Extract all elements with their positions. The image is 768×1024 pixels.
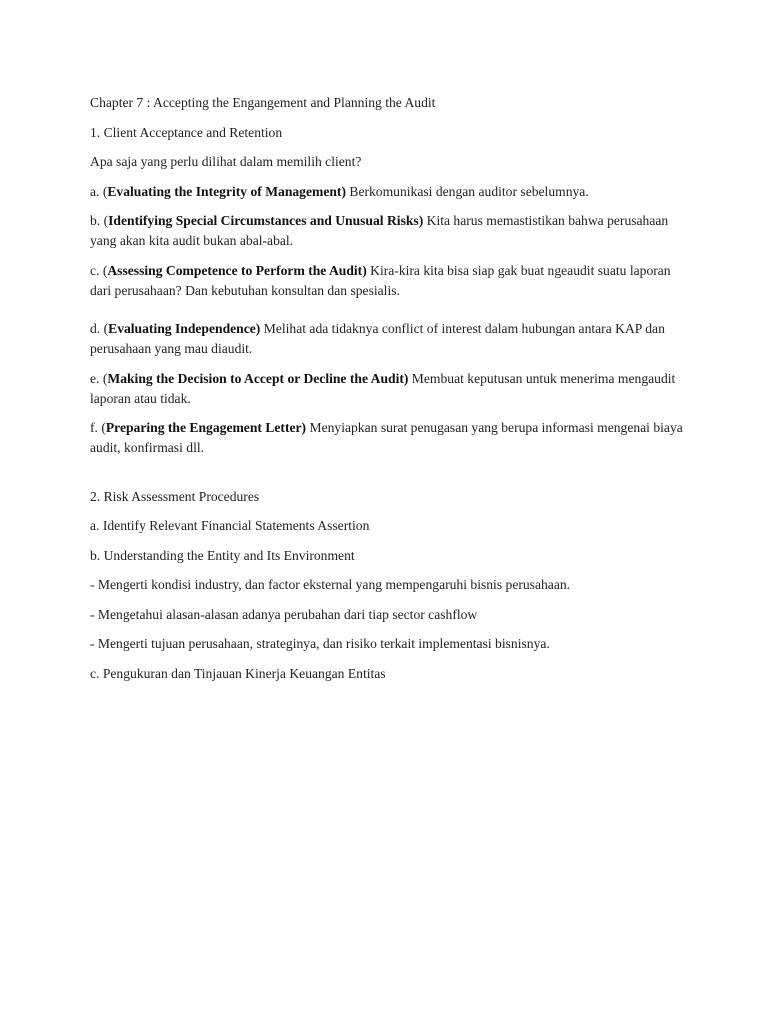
item-bold-title: Preparing the Engagement Letter) — [105, 420, 307, 435]
item-bold-title: Evaluating the Integrity of Management) — [107, 183, 346, 199]
chapter-title: Chapter 7 : Accepting the Engangement and Planning the Audit — [90, 95, 436, 110]
document-page — [90, 93, 690, 693]
criteria-item-f — [90, 418, 690, 458]
criteria-item-d — [90, 319, 690, 359]
item-text: Membuat keputusan untuk menerima mengaudit laporan atau tidak. — [90, 370, 676, 406]
section-2-bullet-3: - Mengerti tujuan perusahaan, strateginya, dan risiko terkait implementasi bisnisnya. — [90, 636, 550, 651]
item-bold-title: Assessing Competence to Perform the Audit) — [107, 262, 367, 278]
section-1-heading: 1. Client Acceptance and Retention — [90, 124, 283, 140]
item-text: Kira-kira kita bisa siap gak buat ngeaudit suatu laporan dari perusahaan? Dan kebutuhan konsultan dan spesialis. — [90, 262, 671, 298]
spacer — [90, 310, 690, 319]
item-prefix: e. ( — [90, 370, 108, 386]
criteria-item-c — [90, 261, 690, 301]
item-text: Melihat ada tidaknya conflict of interest dalam hubungan antara KAP dan perusahaan yang mau diaudit. — [90, 321, 665, 356]
item-bold-title: Making the Decision to Accept or Decline the Audit) — [107, 370, 409, 386]
item-bold-title: Evaluating Independence) — [108, 321, 261, 336]
item-text: Berkomunikasi dengan auditor sebelumnya. — [345, 183, 589, 199]
item-prefix: f. ( — [90, 420, 106, 435]
item-text: Kita harus memastistikan bahwa perusahaan yang akan kita audit bukan abal-abal. — [90, 213, 669, 248]
spacer — [90, 468, 690, 487]
item-prefix: a. ( — [90, 183, 108, 199]
criteria-item-b — [90, 211, 690, 251]
section-2-bullet-2: - Mengetahui alasan-alasan adanya perubahan dari tiap sector cashflow — [90, 606, 478, 622]
item-prefix: b. ( — [90, 213, 109, 228]
section-2-line-c: c. Pengukuran dan Tinjauan Kinerja Keuangan Entitas — [90, 665, 386, 681]
criteria-item-a — [90, 182, 690, 202]
section-2-heading: 2. Risk Assessment Procedures — [90, 488, 260, 504]
section-2-bullet-1: - Mengerti kondisi industry, dan factor eksternal yang mempengaruhi bisnis perusahaan. — [90, 577, 571, 592]
item-prefix: c. ( — [90, 262, 108, 278]
item-text: Menyiapkan surat penugasan yang berupa informasi mengenai biaya audit, konfirmasi dll. — [90, 420, 683, 455]
criteria-item-e — [90, 369, 690, 409]
item-bold-title: Identifying Special Circumstances and Unusual Risks) — [108, 213, 424, 228]
section-1-question: Apa saja yang perlu dilihat dalam memilih client? — [90, 154, 362, 169]
item-prefix: d. ( — [90, 321, 109, 336]
section-2-line-a: a. Identify Relevant Financial Statements Assertion — [90, 518, 370, 533]
section-2-line-b: b. Understanding the Entity and Its Environment — [90, 547, 355, 563]
